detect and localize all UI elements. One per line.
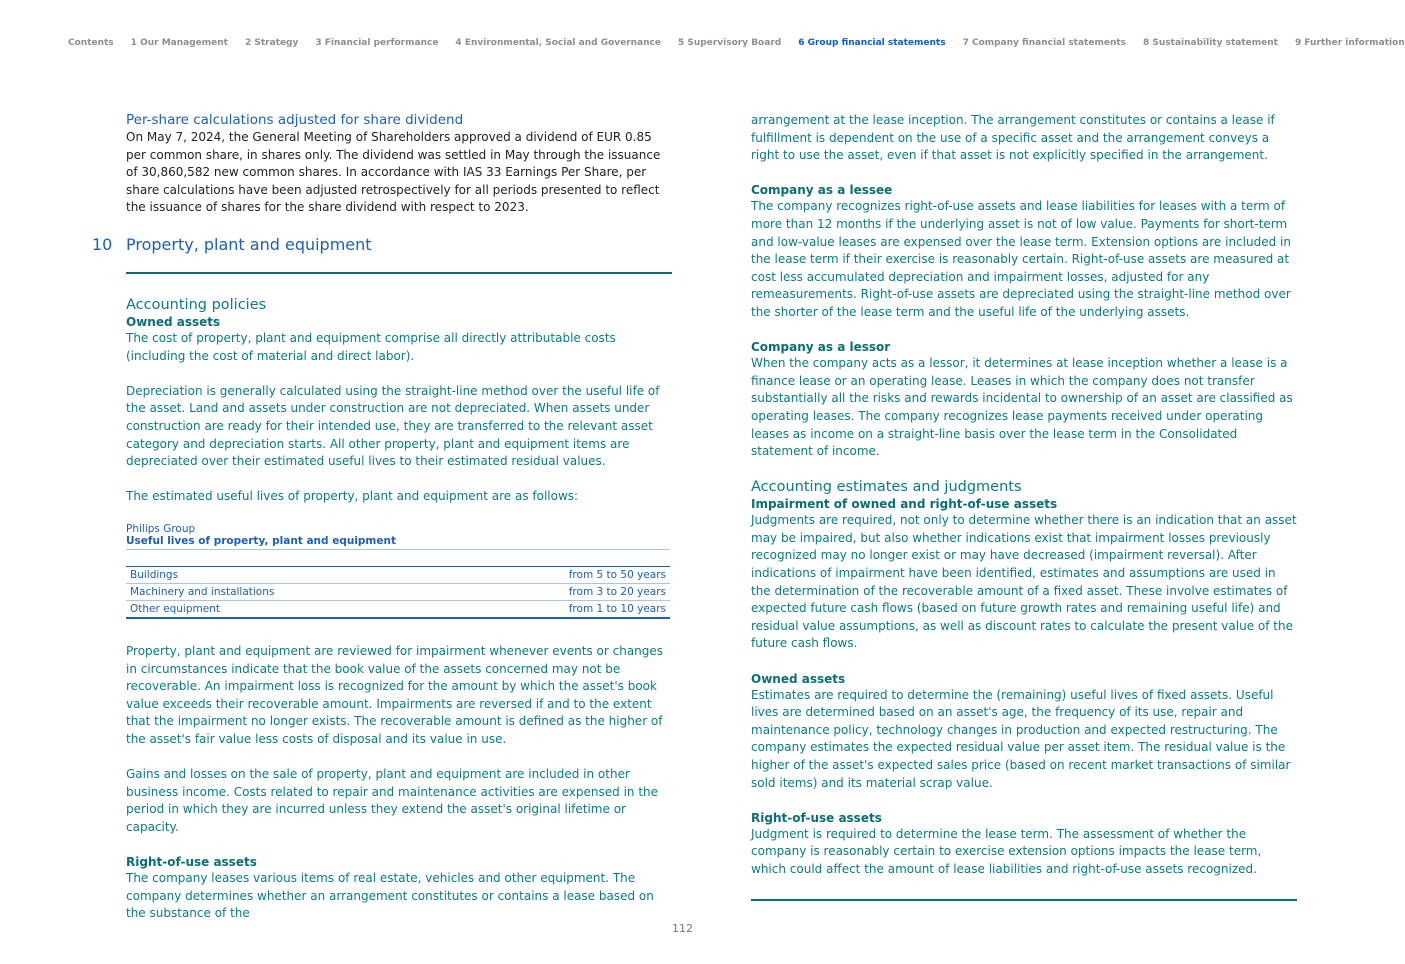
accounting-policies-title: Accounting policies bbox=[126, 297, 267, 313]
owned-assets-p1: The cost of property, plant and equipment comprise all directly attributable costs (including the cost of material and direct labor). bbox=[126, 331, 616, 363]
table-cell-value: from 3 to 20 years bbox=[448, 583, 670, 600]
rou-judgment-paragraph: Judgment is required to determine the lease term. The assessment of whether the company is reasonably certain to exercise extension options impacts the lease term, which could affect the amount of lease liabilities and right-of-use assets recognized. bbox=[751, 826, 1262, 876]
nav-item-8[interactable]: 8 Sustainability statement bbox=[1143, 38, 1278, 48]
pershare-text: On May 7, 2024, the General Meeting of Shareholders approved a dividend of EUR 0.85 per common share, in shares only. The dividend was settled in May through the issuance of 30,860,582 new common shares. In accordance with IAS 33 Earnings Per Share, per share calculations have been adjusted retrospectively for all periods presented to reflect the issuance of shares for the share dividend with respect to 2023. bbox=[126, 130, 661, 215]
nav-item-2[interactable]: 2 Strategy bbox=[244, 38, 299, 48]
nav-item-3[interactable]: 3 Financial performance bbox=[315, 38, 439, 48]
impairment-title: Impairment of owned and right-of-use assets bbox=[751, 497, 1058, 512]
owned-assets-estimates-title: Owned assets bbox=[751, 671, 846, 686]
table-cell-value: from 1 to 10 years bbox=[448, 600, 670, 618]
impairment-judgment-paragraph: Judgments are required, not only to determine whether there is an indication that an asset may be impaired, but also whether indications exist that impairment losses previously recognized may no longer exist or may have decreased (impairment reversal). After indications of impairment have been identified, estimates and assumptions are used in the determination of the recoverable amount of a fixed asset. These involve estimates of expected future cash flows (based on future growth rates and remaining useful life) and residual value assumptions, as well as discount rates to calculate the present value of the future cash flows. bbox=[751, 513, 1297, 651]
owned-assets-p3: The estimated useful lives of property, plant and equipment are as follows: bbox=[126, 489, 579, 504]
nav-item-4[interactable]: 4 Environmental, Social and Governance bbox=[455, 38, 661, 48]
table-cell-value: from 5 to 50 years bbox=[448, 567, 670, 584]
nav-item-7[interactable]: 7 Company financial statements bbox=[962, 38, 1127, 48]
right-of-use-paragraph: The company leases various items of real estate, vehicles and other equipment. The company determines whether an arrangement constitutes or contains a lease based on the substance of the bbox=[126, 871, 654, 921]
estimates-title: Accounting estimates and judgments bbox=[751, 479, 1022, 496]
section-number: 10 bbox=[92, 235, 113, 254]
nav-item-6[interactable]: 6 Group financial statements bbox=[798, 38, 946, 48]
right-of-use-title: Right-of-use assets bbox=[126, 855, 257, 870]
right-column bbox=[751, 112, 1297, 901]
owned-assets-title: Owned assets bbox=[126, 315, 221, 329]
lessee-paragraph: The company recognizes right-of-use assets and lease liabilities for leases with a term of more than 12 months if the underlying asset is not of low value. Payments for short-term and low-value leases are expensed over the lease term. Extension options are included in the lease term if their exercise is reasonably certain. Right-of-use assets are measured at cost less accumulated depreciation and impairment losses, adjusted for any remeasurements. Right-of-use assets are depreciated using the straight-line method over the shorter of the lease term and the useful life of the underlying assets. bbox=[751, 199, 1291, 319]
table-caption-group: Philips Group bbox=[126, 522, 196, 535]
end-rule bbox=[751, 899, 1297, 901]
top-navigation bbox=[68, 38, 1405, 48]
lessor-paragraph: When the company acts as a lessor, it determines at lease inception whether a lease is a finance lease or an operating lease. Leases in which the company does not transfer substantially all the risks and rewards incidental to ownership of an asset are classified as operating leases. The company recognizes lease payments received under operating leases as income on a straight-line basis over the lease term in the Consolidated statement of income. bbox=[751, 356, 1293, 459]
table-cell-label: Buildings bbox=[126, 567, 448, 584]
owned-assets-estimates-paragraph: Estimates are required to determine the (remaining) useful lives of fixed assets. Useful lives are determined based on an asset's age, the frequency of its use, repair and maintenance policy, technology changes in production and expected restructuring. The company estimates the expected residual value per asset item. The residual value is the higher of the asset's expected sales price (based on recent market transactions of similar sold items) and its material scrap value. bbox=[751, 687, 1291, 790]
section-title-text: Property, plant and equipment bbox=[126, 235, 372, 254]
pershare-title: Per-share calculations adjusted for share dividend bbox=[126, 112, 464, 128]
useful-lives-table bbox=[126, 567, 670, 619]
nav-item-0[interactable]: Contents bbox=[68, 38, 114, 48]
nav-item-9[interactable]: 9 Further information bbox=[1294, 38, 1405, 48]
section-title bbox=[92, 235, 372, 254]
table-cell-label: Other equipment bbox=[126, 600, 448, 618]
nav-item-5[interactable]: 5 Supervisory Board bbox=[678, 38, 782, 48]
table-row bbox=[126, 567, 670, 584]
left-column bbox=[126, 112, 672, 217]
lessee-title: Company as a lessee bbox=[751, 183, 893, 198]
impairment-paragraph: Property, plant and equipment are reviewed for impairment whenever events or changes in circumstances indicate that the book value of the assets concerned may not be recoverable. An impairment loss is recognized for the amount by which the asset's book value exceeds their recoverable amount. Impairments are reversed if and to the extent that the impairment no longer exists. The recoverable amount is defined as the higher of the asset's fair value less costs of disposal and its value in use. bbox=[126, 643, 664, 746]
lease-continued-paragraph: arrangement at the lease inception. The arrangement constitutes or contains a lease if fulfillment is dependent on the use of a specific asset and the arrangement conveys a right to use the asset, even if that asset is not explicitly specified in the arrangement. bbox=[751, 113, 1275, 163]
rou-judgment-title: Right-of-use assets bbox=[751, 810, 882, 825]
nav-item-1[interactable]: 1 Our Management bbox=[130, 38, 228, 48]
owned-assets-p2: Depreciation is generally calculated using the straight-line method over the useful life of the asset. Land and assets under construction are not depreciated. When assets under construction are ready for their intended use, they are transferred to the relevant asset category and depreciation starts. All other property, plant and equipment items are depreciated over their estimated useful lives to their estimated residual values. bbox=[126, 383, 660, 469]
table-cell-label: Machinery and installations bbox=[126, 583, 448, 600]
table-caption-title: Useful lives of property, plant and equipment bbox=[126, 534, 396, 547]
table-row bbox=[126, 600, 670, 618]
lessor-title: Company as a lessor bbox=[751, 340, 891, 355]
left-column-body bbox=[126, 272, 672, 923]
page-number: 112 bbox=[672, 922, 693, 935]
gains-paragraph: Gains and losses on the sale of property, plant and equipment are included in other business income. Costs related to repair and maintenance activities are expensed in the period in which they are incurred unless they extend the asset's original lifetime or capacity. bbox=[126, 767, 659, 834]
table-row bbox=[126, 583, 670, 600]
